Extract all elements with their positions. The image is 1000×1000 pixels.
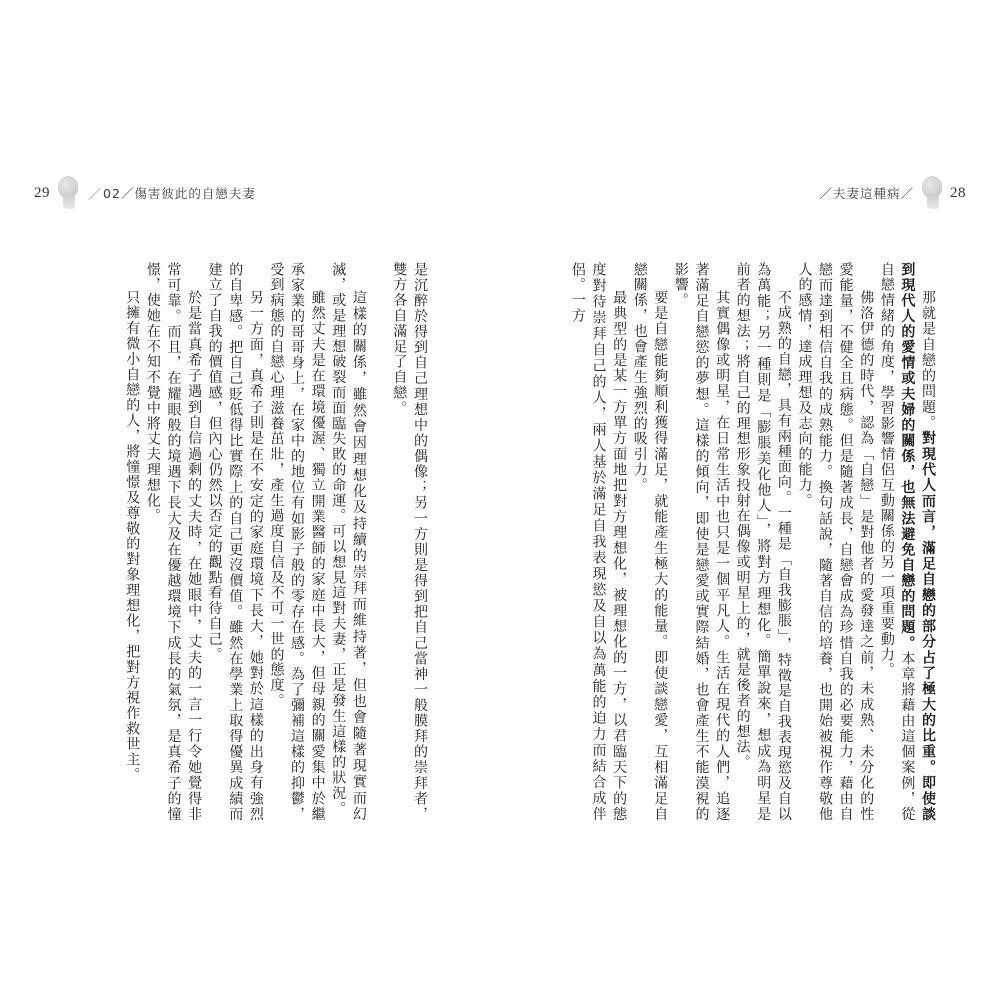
left-chapter-title: 02／傷害彼此的自戀夫妻 [103, 186, 256, 201]
left-page-body [10, 262, 430, 822]
body-paragraph: 最典型的是某一方單方面地把對方理想化，被理想化的一方，以君臨天下的態度對待崇拜自己的人，兩人基於滿足自我表現慾及自以為萬能的迫力而結合成伴侶。一方 [569, 262, 628, 822]
intro-paragraph [876, 262, 938, 822]
right-chapter-title: ／夫妻這種病／ [819, 186, 914, 201]
right-page-header [819, 178, 966, 208]
body-paragraph: 其實偶像或明星，在日常生活中也只是一個平凡人。生活在現代的人們，追逐著滿足自戀慾的夢想。這樣的傾向，即使是戀愛或實際結婚，也會產生不能漠視的影響。 [672, 262, 731, 822]
intro-tail-text: 本章將藉由這個案例，從自戀情緒的角度，學習影響情侶互動關係的另一項重要動力。 [878, 262, 916, 822]
body-paragraph: 要是自戀能夠順利獲得滿足，就能產生極大的能量。即使談戀愛，互相滿足自戀關係，也會產生強烈的吸引力。 [631, 262, 669, 822]
head-silhouette-icon [920, 176, 944, 210]
intro-plain-text: 那就是自戀的問題。 [920, 290, 936, 431]
left-page-header [34, 178, 256, 208]
paragraph-gap [369, 262, 389, 822]
body-paragraph: 佛洛伊德的時代，認為「自戀」是對他者的愛發達之前，未成熟、未分化的性愛能量，不健全且病態。但是隨著成長，自戀會成為珍惜自我的必要能力，藉由自戀而達到相信自我的成熟能力。換句話說，隨著自信的培養，也開始被視作尊敬他人的感情，達成理想及志向的能力。 [796, 262, 875, 822]
right-page-body [569, 262, 938, 822]
left-page-number: 29 [34, 184, 50, 201]
header-slash: ／ [88, 187, 102, 203]
body-paragraph: 只擁有微小自戀的人，將憧憬及尊敬的對象理想化，把對方視作救世主。 [124, 290, 141, 783]
body-paragraph: 雖然丈夫是在環境優渥、獨立開業醫師的家庭中長大，但母親的關愛集中於繼承家業的哥哥身上，在家中的地位有如影子般的零存在感。為了彌補這樣的抑鬱，受到病態的自戀心理滋養茁壯，產生過度自信及不可一世的態度。 [268, 262, 326, 822]
right-page-number: 28 [950, 184, 966, 201]
intro-bold-text: 對現代人而言，滿足自戀的部分占了極大的比重。即使談到現代人的愛情或夫婦的關係，也無法避免自戀的問題。 [899, 262, 936, 822]
body-paragraph: 於是當真希子遇到自信過剩的丈夫時，在她眼中，丈夫的一言一行令她覺得非常可靠。而且，在耀眼般的境遇下長大及在優越環境下成長的氣氛，是真希子的憧憬，使她在不知不覺中將丈夫理想化。 [144, 262, 203, 822]
body-paragraph: 另一方面，真希子則是在不安定的家庭環境下長大，她對於這樣的出身有強烈的自卑感。把自己貶低得比實際上的自己更沒價值。雖然在學業上取得優異成績而建立了自我的價值感，但內心仍然以否定的觀點看待自己。 [206, 262, 264, 822]
head-silhouette-icon [56, 176, 80, 210]
body-paragraph: 這樣的關係，雖然會因理想化及持續的崇拜而維持著，但也會隨著現實而幻滅，或是理想破裂而面臨失敗的命運。可以想見這對夫妻，正是發生這樣的狀況。 [330, 262, 367, 822]
body-paragraph: 不成熟的自戀，具有兩種面向。一種是「自我膨脹」，特徵是自我表現慾及自以為萬能；另一種則是「膨脹美化他人」，將對方理想化。簡單說來，想成為明星是前者的想法；將自己的理想形象投射在偶像或明星上的，就是後者的想法。 [734, 262, 792, 822]
body-paragraph: 是沉醉於得到自己理想中的偶像；另一方則是得到把自己當神一般膜拜的崇拜者，雙方各自滿足了自戀。 [391, 262, 428, 822]
